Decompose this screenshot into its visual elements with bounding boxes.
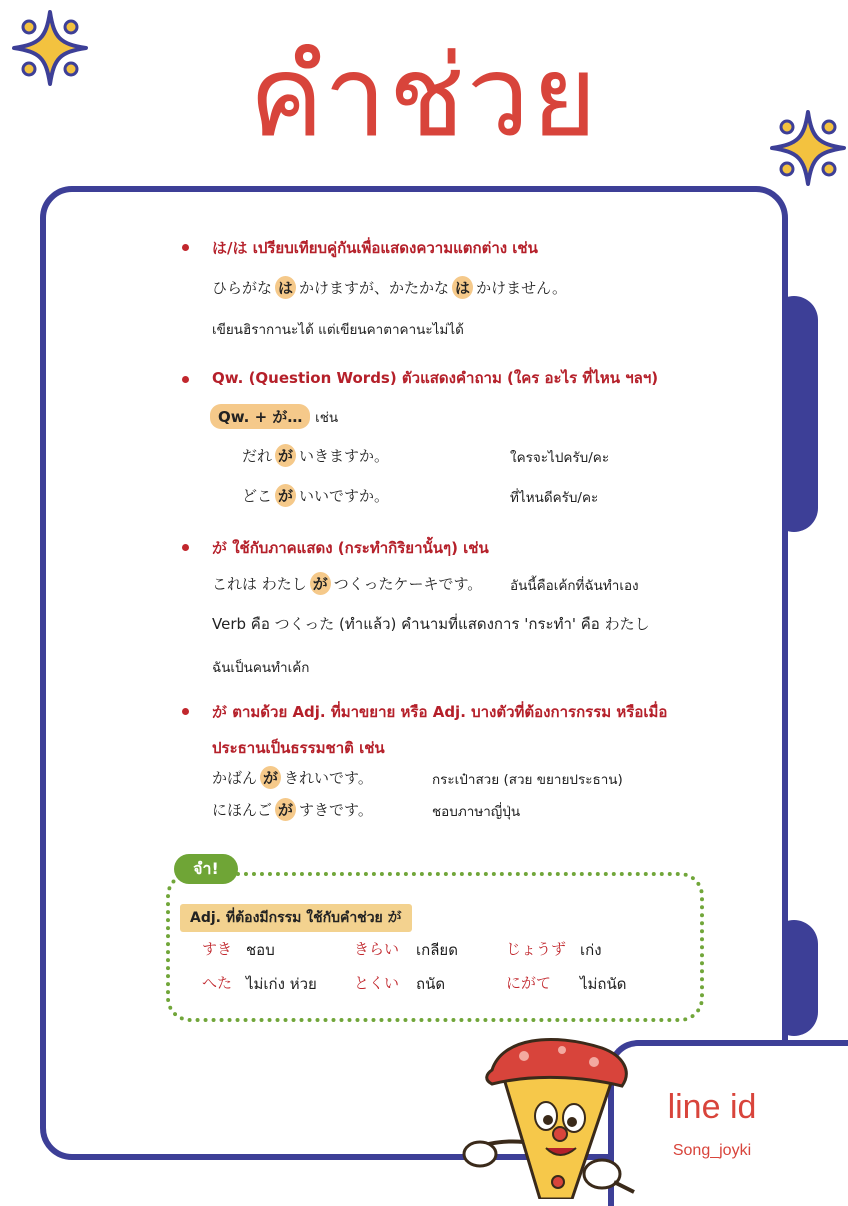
memo-title: Adj. ที่ต้องมีกรรม ใช้กับคำช่วย が xyxy=(180,904,412,932)
term-th: ชอบ xyxy=(246,941,275,959)
particle-highlight: が xyxy=(310,572,331,595)
term-th: เกลียด xyxy=(416,941,458,959)
term-th: ถนัด xyxy=(416,975,446,993)
particle-highlight: が xyxy=(260,766,281,789)
line-id-label: line id xyxy=(667,1088,757,1126)
section-heading: が ใช้กับภาคแสดง (กระทำกิริยานั้นๆ) เช่น xyxy=(212,539,489,557)
explanation: Verb คือ つくった (ทำแล้ว) คำนามที่แสดงการ 'กระทำ' คือ わたし xyxy=(212,615,650,633)
translation: ที่ไหนดีครับ/คะ xyxy=(510,490,599,506)
particle-highlight: が xyxy=(275,484,296,507)
page-title: คำช่วย xyxy=(248,32,600,162)
translation: อันนี้คือเค้กที่ฉันทำเอง xyxy=(510,578,639,594)
translation: ชอบภาษาญี่ปุ่น xyxy=(432,804,521,820)
example-sentence: にほんご が すきです。 xyxy=(212,798,373,821)
translation: เขียนฮิรากานะได้ แต่เขียนคาตาคานะไม่ได้ xyxy=(212,322,464,338)
particle-highlight: は xyxy=(452,276,473,299)
term-th: ไม่ถนัด xyxy=(580,975,627,993)
translation: ใครจะไปครับ/คะ xyxy=(510,450,610,466)
term-jp: にがて xyxy=(506,974,552,992)
example-sentence: ひらがな は かけますが、かたかな は かけません。 xyxy=(212,276,567,299)
bullet xyxy=(182,244,189,251)
pattern-line: Qw. + が… เช่น xyxy=(210,404,338,429)
section-heading: は/は เปรียบเทียบคู่กันเพื่อแสดงความแตกต่าง เช่น xyxy=(212,239,538,257)
pizza-mascot-icon xyxy=(462,1032,642,1199)
memo-tag: จำ! xyxy=(174,854,238,884)
translation: กระเป๋าสวย (สวย ขยายประธาน) xyxy=(432,772,623,788)
term-th: เก่ง xyxy=(580,941,602,959)
example-sentence: どこ が いいですか。 xyxy=(242,484,389,507)
term-jp: じょうず xyxy=(506,940,567,958)
example-sentence: かばん が きれいです。 xyxy=(212,766,373,789)
term-th: ไม่เก่ง ห่วย xyxy=(246,975,317,993)
bullet xyxy=(182,544,189,551)
example-sentence: これは わたし が つくったケーキです。 xyxy=(212,572,482,595)
example-sentence: だれ が いきますか。 xyxy=(242,444,389,467)
term-jp: へた xyxy=(202,974,233,992)
term-jp: すき xyxy=(202,940,233,958)
section-heading: Qw. (Question Words) ตัวแสดงคำถาม (ใคร อะไร ที่ไหน ฯลฯ) xyxy=(212,369,659,387)
section-heading: が ตามด้วย Adj. ที่มาขยาย หรือ Adj. บางตัวที่ต้องการกรรม หรือเมื่อ xyxy=(212,703,668,721)
term-jp: きらい xyxy=(354,940,400,958)
translation: ฉันเป็นคนทำเค้ก xyxy=(212,660,310,676)
bullet xyxy=(182,708,189,715)
term-jp: とくい xyxy=(354,974,400,992)
bullet xyxy=(182,376,189,383)
lesson-content xyxy=(40,186,800,1086)
section-heading-cont: ประธานเป็นธรรมชาติ เช่น xyxy=(212,739,385,757)
line-id-handle: Song_joyki xyxy=(672,1142,752,1159)
particle-highlight: が xyxy=(275,444,296,467)
pattern-pill: Qw. + が… xyxy=(210,404,310,429)
particle-highlight: が xyxy=(275,798,296,821)
particle-highlight: は xyxy=(275,276,296,299)
